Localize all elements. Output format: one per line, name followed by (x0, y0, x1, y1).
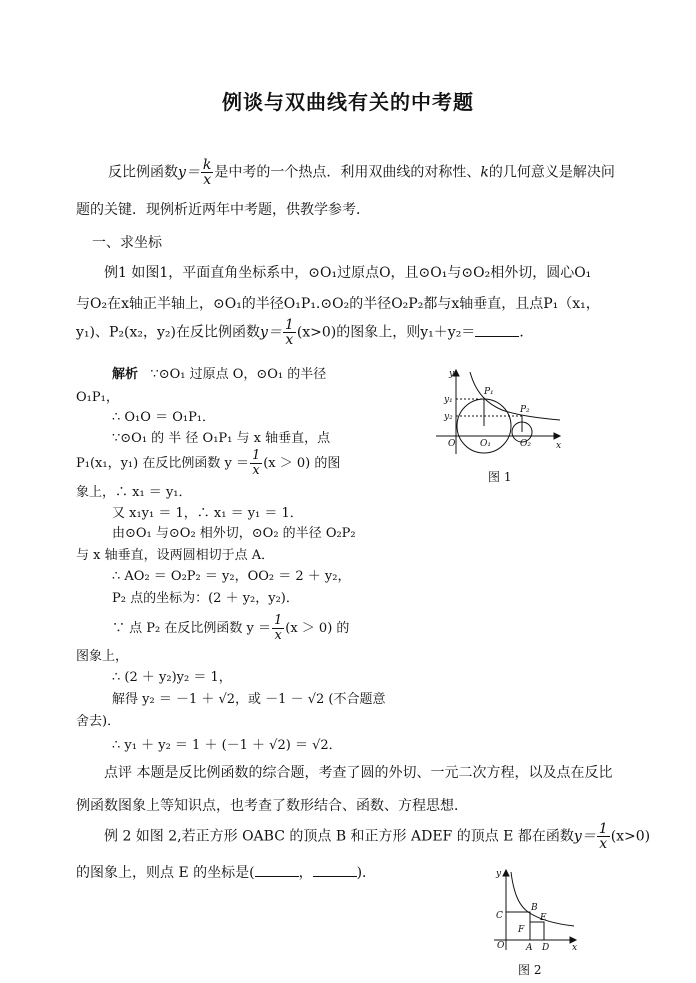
ex1-line-2: 与O₂在x轴正半轴上，⊙O₁的半径O₁P₁.⊙O₂的半径O₂P₂都与x轴垂直，且点P₁（x₁， (76, 296, 600, 312)
ex1-frac-num: 1 (284, 317, 294, 333)
sol-text-12a: ∵ 点 P₂ 在反比例函数 y ＝ (112, 621, 271, 636)
fig1-label-x: x (556, 441, 562, 451)
fig1-label-p2: P₂ (520, 405, 530, 415)
fig1-label-o2: O₂ (520, 439, 531, 449)
sol-frac1-den: x (252, 463, 260, 478)
figure-1 (436, 366, 566, 458)
sol-line-10: ∴ AO₂ ＝ O₂P₂ ＝ y₂，OO₂ ＝ 2 ＋ y₂， (112, 569, 351, 584)
fig1-label-y1: y₁ (444, 395, 453, 405)
fig2-label-d: D (542, 943, 550, 953)
fig1-x-arrow (554, 433, 560, 439)
intro-frac-den: x (203, 172, 212, 188)
intro-text-c: 的几何意义是解决问 (488, 164, 615, 181)
fig2-label-o: O (497, 941, 505, 951)
fig1-label-y2: y₂ (444, 412, 453, 422)
ex1-frac-den: x (285, 332, 294, 348)
intro-text-b: 是中考的一个热点．利用双曲线的对称性、 (214, 164, 481, 181)
sol-text-1: ∵⊙O₁ 过原点 O，⊙O₁ 的半径 (150, 367, 327, 382)
sol-line-4: ∵⊙O₁ 的 半 径 O₁P₁ 与 x 轴垂直，点 (112, 431, 331, 446)
comment-line-2: 例函数图象上等知识点，也考查了数形结合、函数、方程思想． (76, 798, 468, 814)
intro-eq-lhs: y＝ (178, 164, 200, 181)
ex1-line-1: 例1 如图1，平面直角坐标系中，⊙O₁过原点O，且⊙O₁与⊙O₂相外切，圆心O₁ (104, 265, 592, 281)
fig2-label-e: E (540, 913, 547, 923)
ex2-text-2b: ， (298, 865, 313, 881)
sol-line-5 (76, 449, 340, 478)
sol-line-6: 象上，∴ x₁ ＝ y₁． (76, 485, 192, 500)
sol-frac2-num: 1 (273, 613, 283, 628)
ex2-text-a: 例 2 如图 2,若正方形 OABC 的顶点 B 和正方形 ADEF 的顶点 E 都在函数 (104, 828, 574, 845)
sol-line-1 (112, 363, 326, 382)
intro-k: k (480, 164, 489, 181)
sol-frac1-num: 1 (251, 448, 261, 463)
ex2-frac-num: 1 (598, 821, 608, 837)
intro-line-2: 题的关键．现例析近两年中考题，供教学参考． (76, 202, 370, 218)
intro-text-a: 反比例函数 (108, 164, 178, 181)
ex1-fraction (283, 318, 296, 347)
sol-line-3: ∴ O₁O ＝ O₁P₁． (112, 410, 216, 425)
sol-line-2: O₁P₁， (76, 390, 119, 405)
sol-line-14: ∴ (2 ＋ y₂)y₂ ＝ 1， (112, 670, 232, 685)
intro-fraction (201, 158, 213, 187)
fig2-y-arrow (503, 870, 509, 876)
sol-label: 解析 (112, 367, 139, 382)
sol-line-12 (112, 614, 349, 643)
sol-text-5b: (x ＞ 0) 的图 (263, 456, 341, 471)
sol-fraction-1 (250, 449, 262, 478)
ex2-eq-lhs: y＝ (573, 828, 596, 845)
fig1-label-o: O (448, 439, 456, 449)
intro-frac-num: k (202, 157, 212, 173)
fig1-label-y: y (449, 369, 455, 379)
ex1-eq-lhs: y＝ (259, 324, 282, 341)
fig2-label-c: C (496, 911, 503, 921)
ex1-answer-blank[interactable] (475, 324, 519, 337)
ex1-line-3 (76, 318, 533, 347)
sol-text-5a: P₁(x₁，y₁) 在反比例函数 y ＝ (76, 456, 249, 471)
ex1-text-a: y₁)、P₂(x₂，y₂)在反比例函数 (76, 324, 260, 341)
sol-line-8: 由⊙O₁ 与⊙O₂ 相外切，⊙O₂ 的半径 O₂P₂ (112, 526, 356, 541)
intro-line-1 (108, 158, 615, 187)
sol-frac2-den: x (274, 628, 282, 643)
sol-line-13: 图象上， (76, 649, 129, 664)
sol-line-17: ∴ y₁ ＋ y₂ ＝ 1 ＋ (－1 ＋ √2) ＝ √2． (112, 738, 342, 753)
fig1-label-p1: P₁ (484, 387, 494, 397)
sol-line-9: 与 x 轴垂直，设两圆相切于点 A． (76, 548, 275, 563)
page-title: 例谈与双曲线有关的中考题 (222, 90, 474, 114)
fig2-label-y: y (496, 869, 502, 879)
ex2-answer-blank-x[interactable] (255, 864, 299, 877)
ex2-line-2 (76, 862, 376, 882)
ex2-fraction (597, 822, 610, 851)
fig2-square-adef (530, 922, 544, 940)
section-heading: 一、求坐标 (92, 235, 162, 251)
sol-line-16: 舍去)． (76, 714, 121, 729)
ex2-answer-blank-y[interactable] (313, 864, 357, 877)
ex1-text-c: (x>0)的图象上，则y₁＋y₂＝ (296, 324, 476, 341)
ex2-text-2a: 的图象上，则点 E 的坐标是( (76, 865, 255, 881)
fig2-label-b: B (531, 903, 538, 913)
sol-fraction-2 (272, 614, 284, 643)
figure-2-caption: 图 2 (518, 963, 542, 977)
sol-line-15: 解得 y₂ ＝ －1 ＋ √2，或 －1 － √2 (不合题意 (112, 692, 386, 707)
sol-line-7: 又 x₁y₁ ＝ 1，∴ x₁ ＝ y₁ ＝ 1． (112, 506, 303, 521)
fig2-label-a: A (526, 943, 533, 953)
sol-text-12b: (x ＞ 0) 的 (285, 621, 350, 636)
figure-1-caption: 图 1 (488, 470, 512, 484)
comment-line-1: 点评 本题是反比例函数的综合题，考查了圆的外切、一元二次方程，以及点在反比 (104, 765, 613, 781)
fig1-label-o1: O₁ (480, 439, 491, 449)
ex2-text-2c: )． (356, 865, 377, 881)
sol-line-11: P₂ 点的坐标为：(2 ＋ y₂，y₂)． (112, 591, 299, 606)
fig2-label-f: F (518, 925, 525, 935)
ex2-frac-den: x (599, 836, 608, 852)
figure-2 (486, 866, 582, 954)
fig2-label-x: x (572, 943, 578, 953)
ex1-text-d: ． (519, 324, 534, 341)
ex2-line-1 (104, 822, 650, 851)
ex2-text-c: (x>0) (610, 828, 651, 845)
